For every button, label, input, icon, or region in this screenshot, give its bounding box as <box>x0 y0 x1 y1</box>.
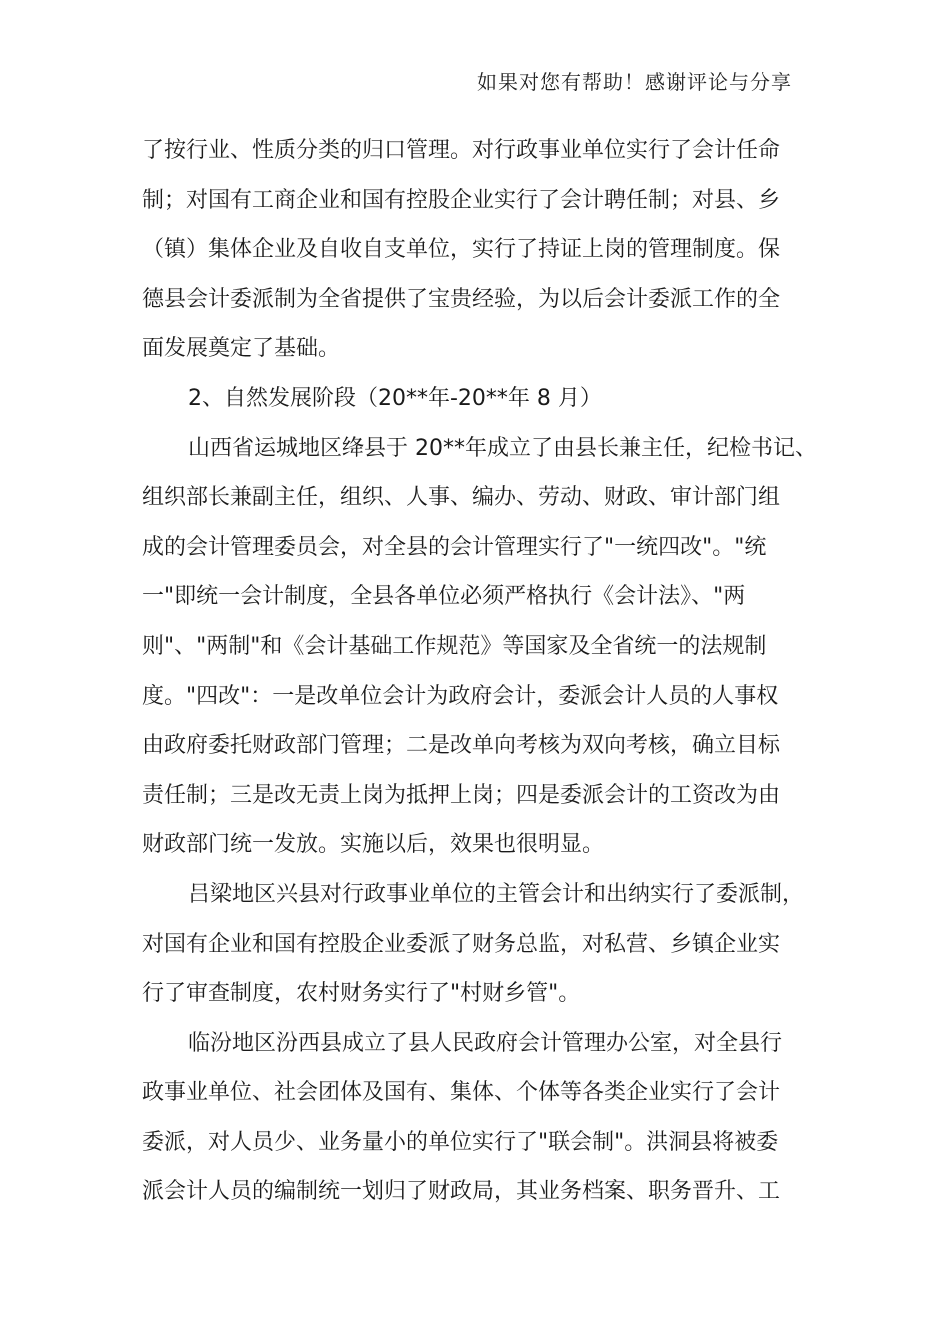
text-line: 对国有企业和国有控股企业委派了财务总监，对私营、乡镇企业实 <box>142 931 781 957</box>
header-note: 如果对您有帮助！感谢评论与分享 <box>477 70 792 94</box>
text-line: 度。"四改"：一是改单位会计为政府会计，委派会计人员的人事权 <box>142 683 779 709</box>
text-line: 派会计人员的编制统一划归了财政局，其业务档案、职务晋升、工 <box>142 1179 781 1205</box>
text-line: 行了审查制度，农村财务实行了"村财乡管"。 <box>142 981 581 1007</box>
section-heading: 2、自然发展阶段（20**年-20**年 8 月） <box>188 385 602 411</box>
text-line: 成的会计管理委员会，对全县的会计管理实行了"一统四改"。"统 <box>142 534 767 560</box>
paragraph-start: 山西省运城地区绛县于 20**年成立了由县长兼主任，纪检书记、 <box>188 435 817 461</box>
document-body <box>142 126 817 1217</box>
text-line: 由政府委托财政部门管理；二是改单向考核为双向考核，确立目标 <box>142 733 781 759</box>
text-line: 则"、"两制"和《会计基础工作规范》等国家及全省统一的法规制 <box>142 633 767 659</box>
text-line: 一"即统一会计制度，全县各单位必须严格执行《会计法》、"两 <box>142 584 746 610</box>
text-line: 财政部门统一发放。实施以后，效果也很明显。 <box>142 832 605 858</box>
text-line: 了按行业、性质分类的归口管理。对行政事业单位实行了会计任命 <box>142 138 781 163</box>
text-line: 责任制；三是改无责上岗为抵押上岗；四是委派会计的工资改为由 <box>142 782 781 808</box>
paragraph-start: 吕梁地区兴县对行政事业单位的主管会计和出纳实行了委派制， <box>188 881 805 907</box>
text-line: 组织部长兼副主任，组织、人事、编办、劳动、财政、审计部门组 <box>142 485 781 511</box>
text-line: 政事业单位、社会团体及国有、集体、个体等各类企业实行了会计 <box>142 1080 781 1106</box>
text-line: 委派，对人员少、业务量小的单位实行了"联会制"。洪洞县将被委 <box>142 1129 779 1155</box>
text-line: （镇）集体企业及自收自支单位，实行了持证上岗的管理制度。保 <box>142 237 781 263</box>
text-line: 德县会计委派制为全省提供了宝贵经验，为以后会计委派工作的全 <box>142 286 781 312</box>
text-line: 面发展奠定了基础。 <box>142 336 341 362</box>
paragraph-start: 临汾地区汾西县成立了县人民政府会计管理办公室，对全县行 <box>188 1030 783 1056</box>
text-line: 制；对国有工商企业和国有控股企业实行了会计聘任制；对县、乡 <box>142 187 781 213</box>
